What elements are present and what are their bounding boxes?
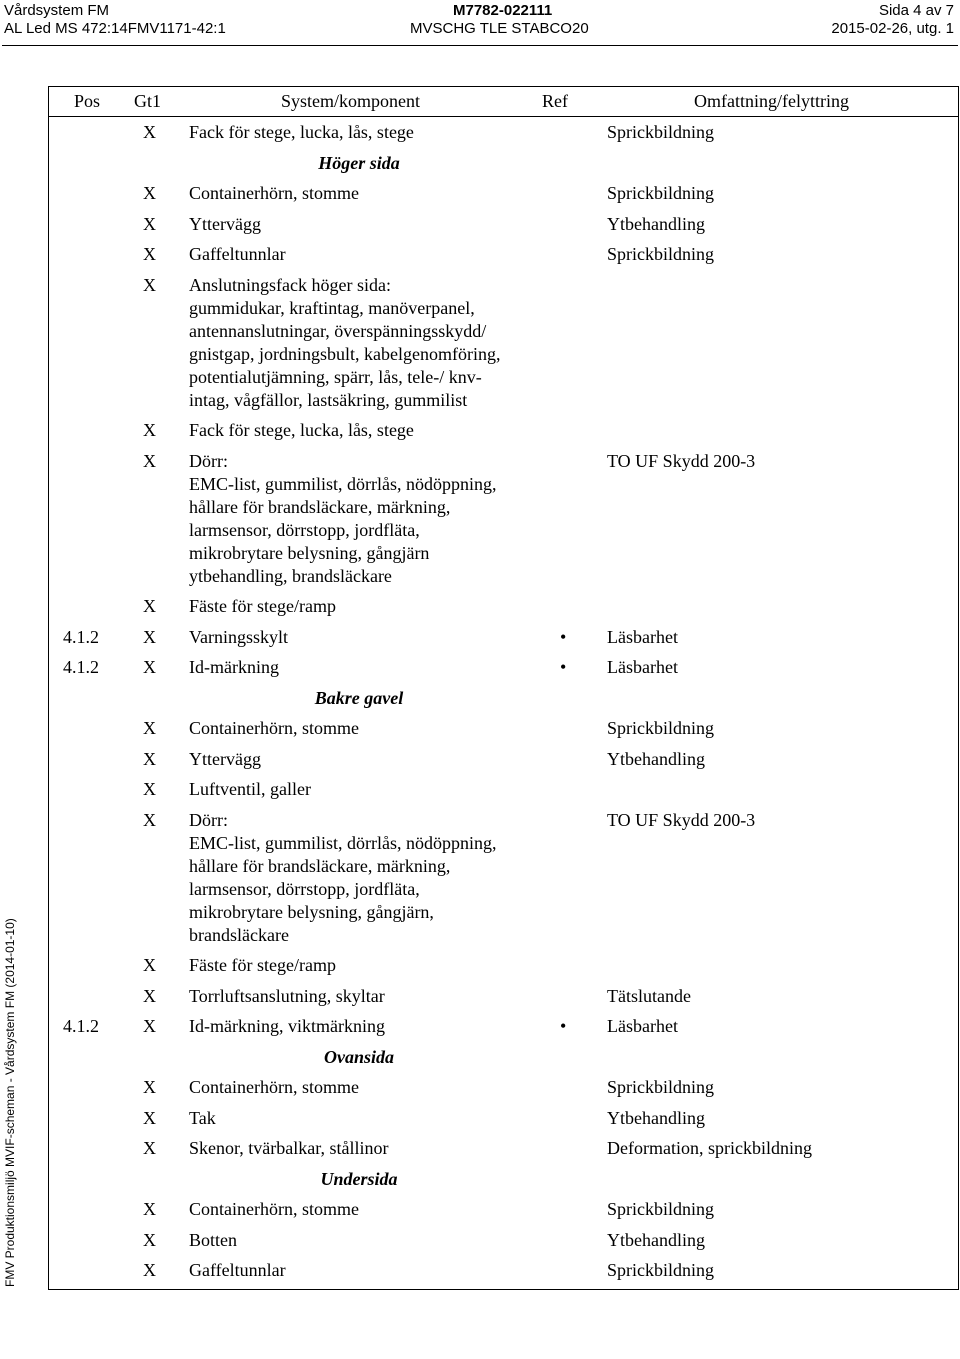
- component-cell: [189, 1259, 286, 1282]
- component-cell: [189, 778, 311, 801]
- component-cell: [189, 1229, 237, 1252]
- gt1-cell: X: [143, 626, 156, 647]
- header-divider: [2, 45, 958, 46]
- component-line: Tak: [189, 1107, 216, 1128]
- header-pos: Pos: [74, 91, 101, 111]
- pos-cell: 4.1.2: [63, 1016, 99, 1036]
- component-line: Yttervägg: [189, 213, 261, 234]
- gt1-cell: X: [143, 450, 156, 471]
- component-line: Gaffeltunnlar: [189, 1260, 286, 1280]
- section-heading: Undersida: [320, 1168, 398, 1189]
- header-component: System/komponent: [281, 91, 420, 111]
- component-cell: [189, 182, 359, 205]
- scope-cell: Läsbarhet: [607, 657, 678, 677]
- document-reference: AL Led MS 472:14FMV1171-42:1: [4, 20, 226, 37]
- gt1-cell: X: [143, 1138, 156, 1158]
- component-line: Skenor, tvärbalkar, stållinor: [189, 1138, 389, 1158]
- component-line: Yttervägg: [189, 748, 261, 769]
- component-line: brandsläckare: [189, 924, 289, 945]
- component-cell: [189, 450, 497, 588]
- section-heading: Bakre gavel: [314, 687, 404, 708]
- scope-cell: Ytbehandling: [607, 1229, 705, 1250]
- header-scope: Omfattning/felyttring: [694, 91, 849, 111]
- component-line: Anslutningsfack höger sida:: [189, 274, 391, 295]
- gt1-cell: X: [143, 1077, 156, 1097]
- gt1-cell: X: [143, 1016, 156, 1036]
- component-line: Botten: [189, 1229, 237, 1250]
- gt1-cell: X: [143, 1199, 156, 1219]
- component-cell: [189, 595, 336, 618]
- section-heading: Höger sida: [318, 152, 400, 173]
- component-line: hållare för brandsläckare, märkning,: [189, 855, 451, 876]
- component-line: intag, vågfällor, lastsäkring, gummilist: [189, 389, 468, 410]
- scope-cell: Ytbehandling: [607, 748, 705, 769]
- component-cell: [189, 1015, 385, 1038]
- system-name: Vårdsystem FM: [4, 2, 110, 19]
- scope-cell: Deformation, sprickbildning: [607, 1138, 812, 1158]
- gt1-cell: X: [143, 657, 156, 677]
- document-date-edition: 2015-02-26, utg. 1: [831, 20, 954, 37]
- component-cell: [189, 121, 414, 144]
- component-cell: [189, 656, 279, 679]
- scope-cell: Läsbarhet: [607, 626, 678, 647]
- component-line: gnistgap, jordningsbult, kabelgenomföring,: [189, 343, 501, 364]
- component-cell: [189, 1076, 359, 1099]
- page-number: Sida 4 av 7: [878, 2, 954, 19]
- component-line: potentialutjämning, spärr, lås, tele-/ knv-: [189, 366, 482, 387]
- component-cell: [189, 626, 288, 649]
- gt1-cell: X: [143, 1260, 156, 1280]
- component-line: Varningsskylt: [189, 626, 288, 647]
- gt1-cell: X: [143, 1229, 156, 1250]
- scope-cell: Tätslutande: [607, 985, 691, 1006]
- component-line: EMC-list, gummilist, dörrlås, nödöppning,: [189, 473, 497, 494]
- ref-bullet: •: [560, 657, 567, 677]
- scope-cell: Läsbarhet: [607, 1016, 678, 1036]
- component-line: Containerhörn, stomme: [189, 1199, 359, 1219]
- component-line: hållare för brandsläckare, märkning,: [189, 496, 451, 517]
- component-cell: [189, 1137, 389, 1160]
- component-line: Id-märkning, viktmärkning: [189, 1016, 385, 1036]
- component-cell: [189, 419, 414, 442]
- component-line: mikrobrytare belysning, gångjärn,: [189, 901, 434, 922]
- sidebar-production-note: FMV Produktionsmiljö MVIF-scheman - Vårdsystem FM (2014-01-10): [3, 918, 17, 1287]
- component-line: Containerhörn, stomme: [189, 1077, 359, 1097]
- component-line: Dörr:: [189, 809, 228, 830]
- component-cell: [189, 954, 336, 977]
- component-cell: [189, 243, 286, 266]
- gt1-cell: X: [143, 244, 156, 264]
- gt1-cell: X: [143, 596, 156, 616]
- gt1-cell: X: [143, 748, 156, 769]
- gt1-cell: X: [143, 1107, 156, 1128]
- component-cell: [189, 1198, 359, 1221]
- component-line: Containerhörn, stomme: [189, 183, 359, 203]
- component-cell: [189, 717, 359, 740]
- scope-cell: Ytbehandling: [607, 213, 705, 234]
- gt1-cell: X: [143, 985, 156, 1006]
- gt1-cell: X: [143, 955, 156, 975]
- component-line: Fäste för stege/ramp: [189, 955, 336, 975]
- scope-cell: Sprickbildning: [607, 1077, 714, 1097]
- component-line: Luftventil, galler: [189, 779, 311, 799]
- component-line: larmsensor, dörrstopp, jordfläta,: [189, 878, 420, 899]
- scope-cell: Sprickbildning: [607, 183, 714, 203]
- scope-cell: Sprickbildning: [607, 1199, 714, 1219]
- gt1-cell: X: [143, 122, 156, 142]
- component-line: Containerhörn, stomme: [189, 718, 359, 738]
- pos-cell: 4.1.2: [63, 657, 99, 677]
- gt1-cell: X: [143, 718, 156, 738]
- scope-cell: Sprickbildning: [607, 244, 714, 264]
- ref-bullet: •: [560, 1016, 567, 1036]
- scope-cell: TO UF Skydd 200-3: [607, 809, 756, 830]
- scope-cell: TO UF Skydd 200-3: [607, 450, 756, 471]
- maintenance-table: [48, 86, 959, 1290]
- scope-cell: Sprickbildning: [607, 1260, 714, 1280]
- component-line: Dörr:: [189, 450, 228, 471]
- scope-cell: Ytbehandling: [607, 1107, 705, 1128]
- header-ref: Ref: [542, 91, 568, 111]
- gt1-cell: X: [143, 420, 156, 440]
- pos-cell: 4.1.2: [63, 626, 99, 647]
- component-line: mikrobrytare belysning, gångjärn: [189, 542, 430, 563]
- ref-bullet: •: [560, 626, 567, 647]
- component-cell: [189, 985, 385, 1008]
- section-heading: Ovansida: [323, 1046, 394, 1067]
- component-line: larmsensor, dörrstopp, jordfläta,: [189, 519, 420, 540]
- component-cell: [189, 274, 500, 412]
- component-line: Fack för stege, lucka, lås, stege: [189, 122, 414, 142]
- component-line: ytbehandling, brandsläckare: [189, 565, 392, 586]
- scope-cell: Sprickbildning: [607, 718, 714, 738]
- component-line: Gaffeltunnlar: [189, 244, 286, 264]
- document-number: M7782-022111: [453, 2, 553, 19]
- component-cell: [189, 1107, 216, 1130]
- gt1-cell: X: [143, 213, 156, 234]
- component-line: antennanslutningar, överspänningsskydd/: [189, 320, 487, 341]
- gt1-cell: X: [143, 274, 156, 295]
- component-line: gummidukar, kraftintag, manöverpanel,: [189, 297, 475, 318]
- component-cell: [189, 748, 261, 771]
- component-line: EMC-list, gummilist, dörrlås, nödöppning,: [189, 832, 497, 853]
- equipment-code: MVSCHG TLE STABCO20: [410, 20, 589, 37]
- table-header: [49, 87, 958, 117]
- component-line: Id-märkning: [189, 657, 279, 677]
- component-cell: [189, 809, 497, 947]
- component-line: Fäste för stege/ramp: [189, 596, 336, 616]
- component-cell: [189, 213, 261, 236]
- header-gt1: Gt1: [134, 91, 161, 111]
- component-line: Torrluftsanslutning, skyltar: [189, 985, 385, 1006]
- gt1-cell: X: [143, 809, 156, 830]
- component-line: Fack för stege, lucka, lås, stege: [189, 420, 414, 440]
- gt1-cell: X: [143, 779, 156, 799]
- scope-cell: Sprickbildning: [607, 122, 714, 142]
- gt1-cell: X: [143, 183, 156, 203]
